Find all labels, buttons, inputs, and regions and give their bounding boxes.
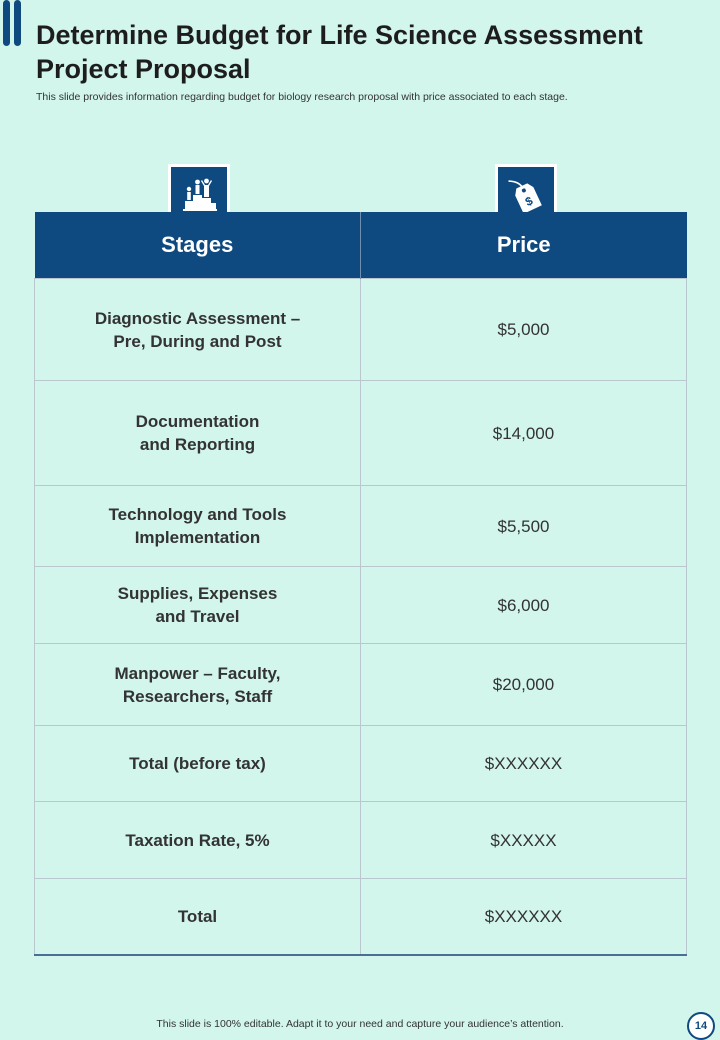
price-cell: $XXXXXX xyxy=(361,879,687,955)
stage-cell: Taxation Rate, 5% xyxy=(35,802,361,879)
table-row xyxy=(35,567,687,644)
stage-cell: Supplies, Expenses and Travel xyxy=(35,567,361,644)
stage-cell: Diagnostic Assessment – Pre, During and Post xyxy=(35,279,361,381)
table-row xyxy=(35,279,687,381)
price-cell: $5,000 xyxy=(361,279,687,381)
stage-cell: Total xyxy=(35,879,361,955)
price-cell: $XXXXX xyxy=(361,802,687,879)
price-cell: $5,500 xyxy=(361,486,687,567)
table-row xyxy=(35,381,687,486)
stage-cell: Total (before tax) xyxy=(35,726,361,802)
footer-note: This slide is 100% editable. Adapt it to your need and capture your audience’s attention. xyxy=(156,1018,564,1030)
page-subtitle: This slide provides information regarding budget for biology research proposal with price associated to each stage. xyxy=(36,91,568,103)
table-header-row xyxy=(35,212,687,279)
table-row xyxy=(35,726,687,802)
test-tube-bars-icon xyxy=(3,0,23,50)
price-cell: $XXXXXX xyxy=(361,726,687,802)
stage-cell: Manpower – Faculty, Researchers, Staff xyxy=(35,644,361,726)
table-row xyxy=(35,802,687,879)
table-row xyxy=(35,486,687,567)
stages-column-header: Stages xyxy=(35,212,361,279)
budget-table xyxy=(34,212,687,956)
price-cell: $14,000 xyxy=(361,381,687,486)
table-row xyxy=(35,879,687,955)
stage-cell: Documentation and Reporting xyxy=(35,381,361,486)
price-cell: $6,000 xyxy=(361,567,687,644)
stage-cell: Technology and Tools Implementation xyxy=(35,486,361,567)
table-row xyxy=(35,644,687,726)
svg-text:$: $ xyxy=(522,193,535,210)
page-number-badge: 14 xyxy=(687,1012,715,1040)
price-cell: $20,000 xyxy=(361,644,687,726)
page-title: Determine Budget for Life Science Assessment Project Proposal xyxy=(36,20,643,84)
price-column-header: Price xyxy=(361,212,687,279)
